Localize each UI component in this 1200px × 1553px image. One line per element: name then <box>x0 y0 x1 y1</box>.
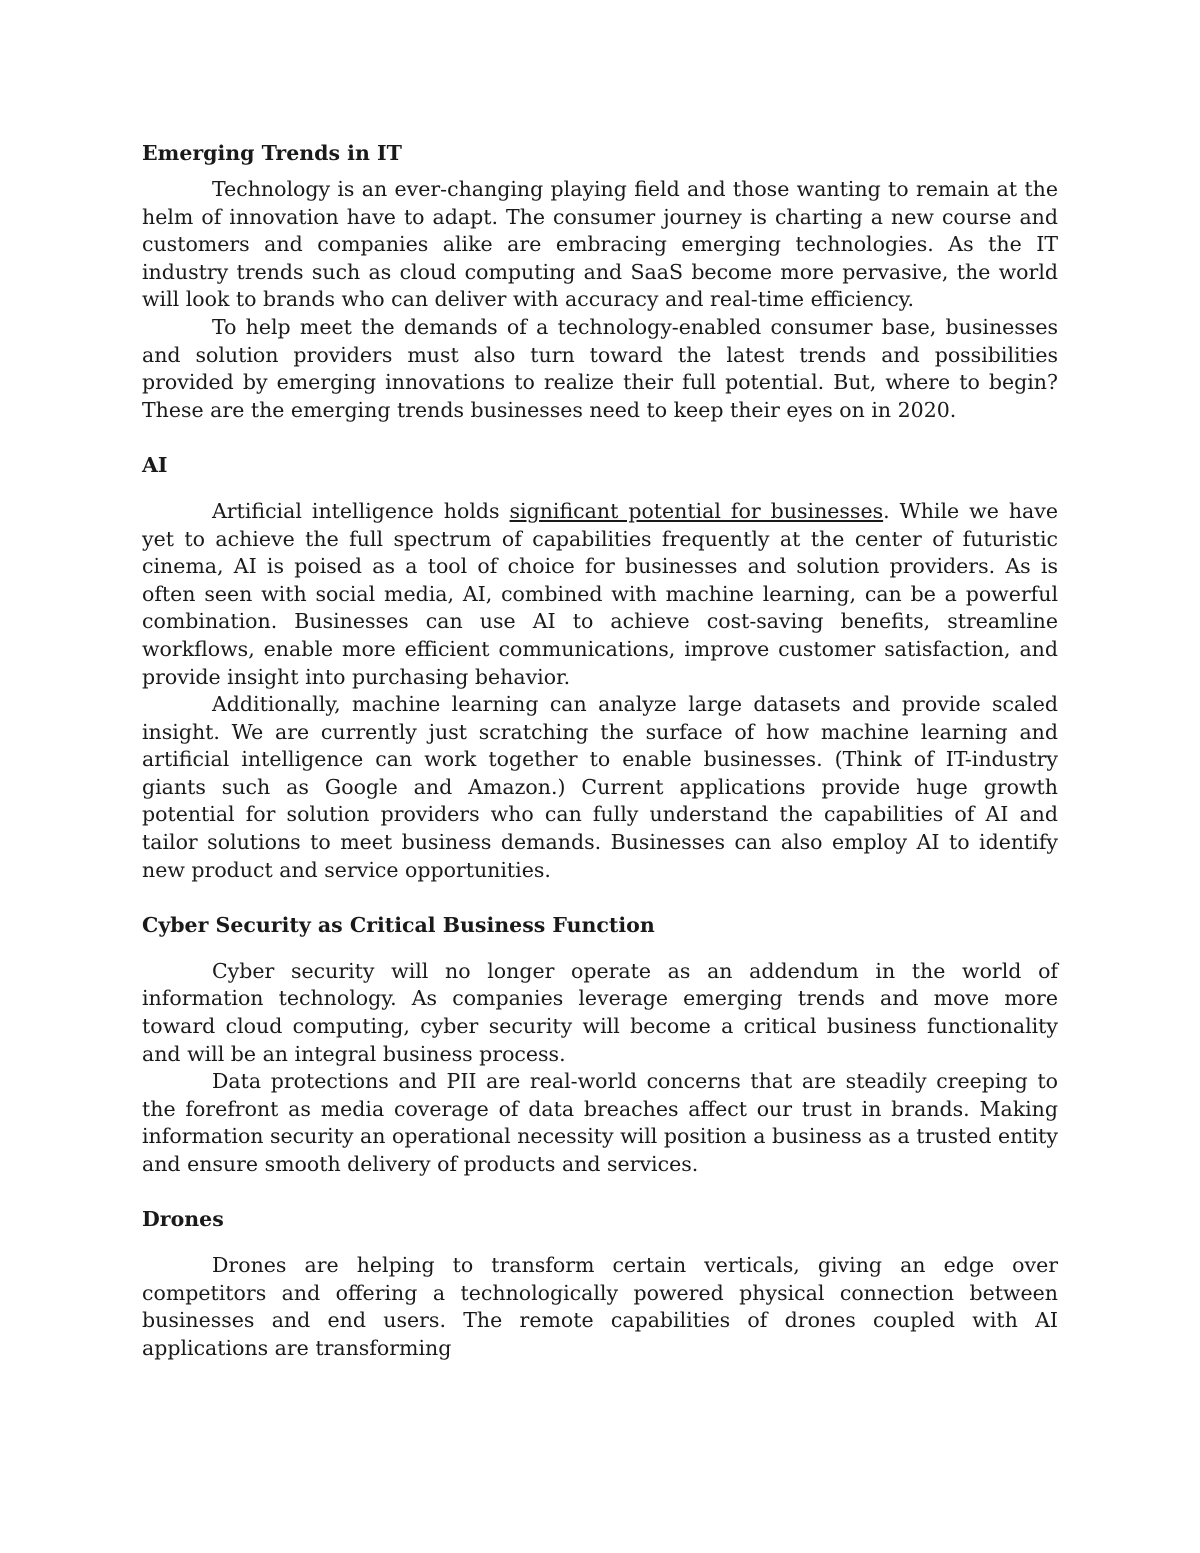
ai-paragraph-1-start: Artificial intelligence holds <box>212 498 510 523</box>
section-heading-ai: AI <box>142 452 168 477</box>
section-heading-drones: Drones <box>142 1207 224 1232</box>
document-title: Emerging Trends in IT <box>142 141 402 165</box>
ai-paragraph-1-end: . While we have yet to achieve the full spectrum of capabilities frequently at the center of futuristic cinema, AI is poised as a tool of choice for businesses and solution providers. As is often seen with social media, AI, combined with machine learning, can be a powerful combination. Businesses can use AI to achieve cost-saving benefits, streamline workflows, enable more efficient communications, improve customer satisfaction, and provide insight into purchasing behavior. <box>142 498 1058 689</box>
intro-paragraph-2: To help meet the demands of a technology-enabled consumer base, businesses and solution providers must also turn toward the latest trends and possibilities provided by emerging innovations to realize their full potential. But, where to begin? These are the emerging trends businesses need to keep their eyes on in 2020. <box>142 314 1058 422</box>
drones-paragraph-1: Drones are helping to transform certain verticals, giving an edge over competitors and offering a technologically powered physical connection between businesses and end users. The remote capabilities of drones coupled with AI applications are transforming <box>142 1253 1058 1360</box>
section-heading-cyber-security: Cyber Security as Critical Business Function <box>142 912 655 937</box>
cyber-paragraph-1: Cyber security will no longer operate as an addendum in the world of information technology. As companies leverage emerging trends and move more toward cloud computing, cyber security will become a critical business functionality and will be an integral business process. <box>142 958 1058 1066</box>
document-page <box>142 140 1058 1363</box>
significant-potential-link[interactable]: significant potential for businesses <box>509 498 884 523</box>
ai-paragraph-1 <box>142 498 1058 691</box>
cyber-paragraph-2: Data protections and PII are real-world concerns that are steadily creeping to the forefront as media coverage of data breaches affect our trust in brands. Making information security an operational necessity will position a business as a trusted entity and ensure smooth delivery of products and services. <box>142 1069 1058 1176</box>
intro-paragraph-1: Technology is an ever-changing playing field and those wanting to remain at the helm of innovation have to adapt. The consumer journey is charting a new course and customers and companies alike are embracing emerging technologies. As the IT industry trends such as cloud computing and SaaS become more pervasive, the world will look to brands who can deliver with accuracy and real-time efficiency. <box>142 177 1058 312</box>
ai-paragraph-2: Additionally, machine learning can analyze large datasets and provide scaled insight. We are currently just scratching the surface of how machine learning and artificial intelligence can work together to enable businesses. (Think of IT-industry giants such as Google and Amazon.) Current applications provide huge growth potential for solution providers who can fully understand the capabilities of AI and tailor solutions to meet business demands. Businesses can also employ AI to identify new product and service opportunities. <box>142 692 1058 882</box>
